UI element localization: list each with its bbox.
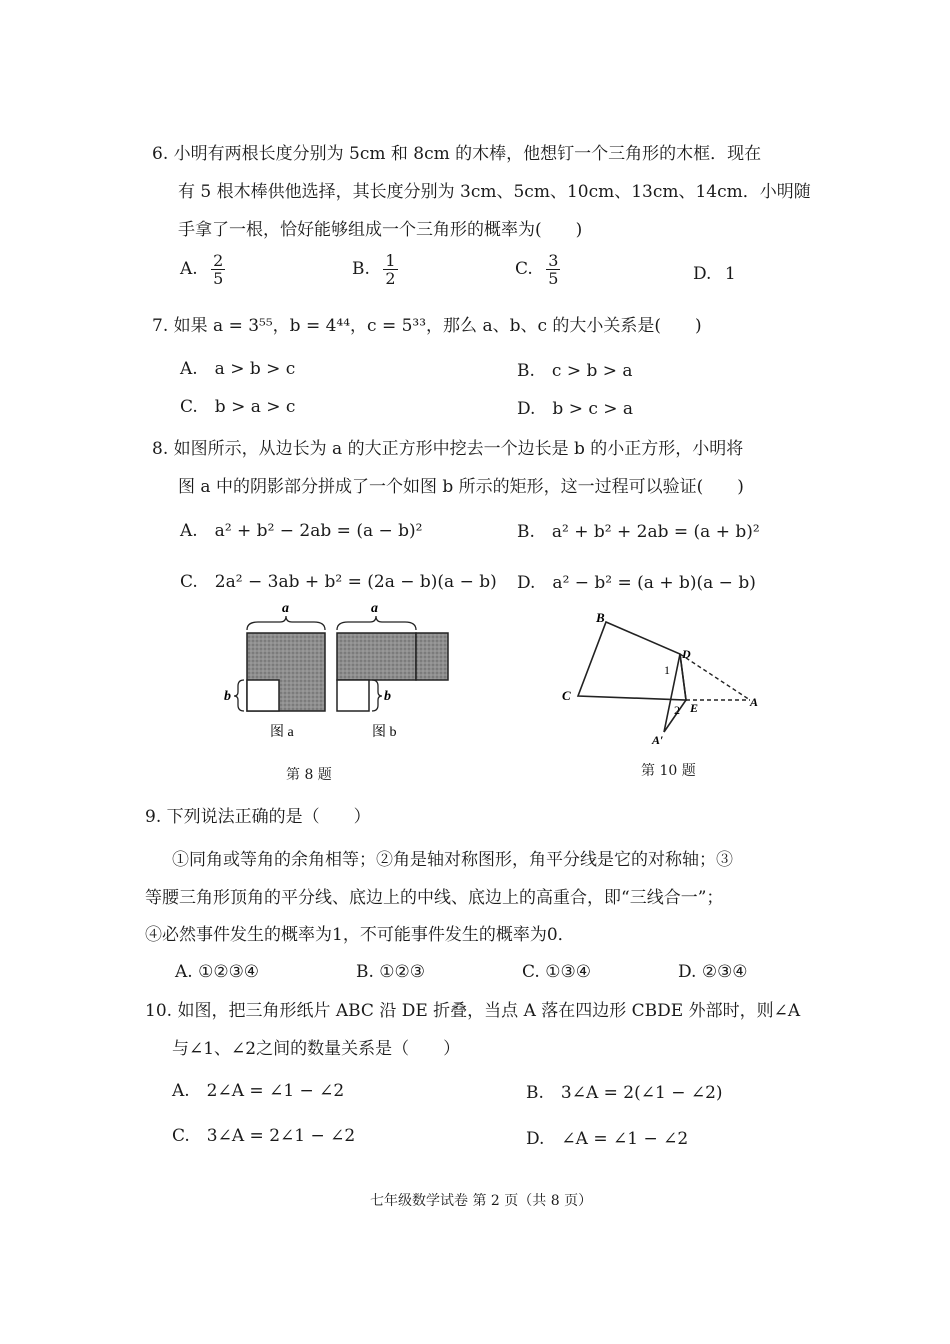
q8-line-2: 图 a 中的阴影部分拼成了一个如图 b 所示的矩形，这一过程可以验证( )	[178, 477, 744, 497]
numerator: 2	[213, 251, 224, 270]
q9-line-2: ①同角或等角的余角相等；②角是轴对称图形，角平分线是它的对称轴；③	[172, 850, 733, 870]
q10-option-b: B. 3∠A = 2(∠1 − ∠2)	[526, 1083, 723, 1103]
q7-line-1: 7. 如果 a = 3⁵⁵，b = 4⁴⁴，c = 5³³，那么 a、b、c 的大小关系是( )	[152, 316, 702, 336]
q6-option-b	[352, 252, 398, 287]
denominator: 5	[213, 269, 224, 288]
q9-option-b: B. ①②③	[356, 962, 426, 982]
q7-option-d: D. b > c > a	[517, 399, 634, 419]
option-label: D.	[693, 264, 712, 284]
q9-option-a: A. ①②③④	[175, 962, 260, 982]
q9-line-3: 等腰三角形顶角的平分线、底边上的中线、底边上的高重合，即“三线合一”；	[145, 888, 724, 908]
fraction	[546, 252, 560, 287]
figure-10	[556, 608, 766, 748]
q10-line-2: 与∠1、∠2之间的数量关系是（ ）	[172, 1039, 461, 1059]
fig10-label-b: B	[596, 610, 605, 625]
q8-option-c: C. 2a² − 3ab + b² = (2a − b)(a − b)	[180, 572, 497, 592]
fig8a-cut-square	[247, 680, 279, 711]
fig8b-subcaption: 图 b	[372, 725, 397, 740]
q7-option-b: B. c > b > a	[517, 361, 633, 381]
q6-line-3: 手拿了一根，恰好能够组成一个三角形的概率为( )	[178, 220, 583, 240]
q9-line-1: 9. 下列说法正确的是（ ）	[145, 807, 371, 827]
q10-line-1: 10. 如图，把三角形纸片 ABC 沿 DE 折叠，当点 A 落在四边形 CBDE 外部时，则∠A	[145, 1001, 801, 1021]
fig8b-label-b: b	[384, 689, 391, 704]
fig8b-brace-right	[372, 680, 382, 711]
fig10-label-a: A	[750, 695, 759, 709]
q6-option-d	[693, 263, 736, 285]
fig10-angle-2: 2	[674, 703, 680, 717]
q6-option-a	[180, 252, 225, 287]
q6-line-2: 有 5 根木棒供他选择，其长度分别为 3cm、5cm、10cm、13cm、14cm．小明随	[178, 182, 811, 202]
fig8b-white-square	[337, 680, 369, 711]
fig8-caption: 第 8 题	[286, 767, 332, 783]
fig8a-brace-left	[234, 680, 244, 711]
q8-option-a: A. a² + b² − 2ab = (a − b)²	[180, 521, 423, 541]
numerator: 3	[548, 251, 559, 270]
page-footer: 七年级数学试卷 第 2 页（共 8 页）	[370, 1193, 593, 1209]
fig8b-right-rect	[416, 633, 448, 680]
q10-option-d: D. ∠A = ∠1 − ∠2	[526, 1129, 689, 1149]
q6-line-1: 6. 小明有两根长度分别为 5cm 和 8cm 的木棒，他想钉一个三角形的木框．现在	[152, 144, 762, 164]
fig10-label-e: E	[690, 701, 699, 715]
fraction	[211, 252, 225, 287]
q10-option-c: C. 3∠A = 2∠1 − ∠2	[172, 1126, 356, 1146]
fig10-label-a-prime: A′	[652, 733, 664, 747]
fraction	[383, 252, 397, 287]
fig8a-brace-top	[247, 616, 325, 630]
option-label: C.	[515, 259, 533, 279]
q6-option-c	[515, 252, 560, 287]
q10-option-a: A. 2∠A = ∠1 − ∠2	[172, 1081, 345, 1101]
fig8a-label-a: a	[282, 601, 289, 616]
fig8b-brace-top	[337, 616, 416, 630]
fig10-label-c: C	[562, 688, 571, 703]
fig8b-left-rect	[337, 633, 416, 680]
q9-option-d: D. ②③④	[678, 962, 748, 982]
q8-option-b: B. a² + b² + 2ab = (a + b)²	[517, 522, 760, 542]
fig10-angle-1: 1	[664, 663, 670, 677]
fig10-label-d: D	[682, 647, 691, 661]
q8-line-1: 8. 如图所示，从边长为 a 的大正方形中挖去一个边长是 b 的小正方形，小明将	[152, 439, 744, 459]
q9-line-4: ④必然事件发生的概率为1，不可能事件发生的概率为0．	[145, 925, 575, 945]
fig8b-label-a: a	[371, 601, 378, 616]
numerator: 1	[385, 251, 396, 270]
option-label: B.	[352, 259, 370, 279]
fig10-quad-outline	[578, 622, 686, 700]
q7-option-a: A. a > b > c	[180, 359, 296, 379]
q7-option-c: C. b > a > c	[180, 397, 296, 417]
fig10-caption: 第 10 题	[641, 763, 696, 779]
option-label: A.	[180, 259, 198, 279]
figure-8	[220, 600, 460, 750]
denominator: 5	[548, 269, 559, 288]
fig8a-subcaption: 图 a	[270, 725, 294, 740]
option-value: 1	[724, 264, 736, 284]
q9-option-c: C. ①③④	[522, 962, 591, 982]
denominator: 2	[385, 269, 396, 288]
q8-option-d: D. a² − b² = (a + b)(a − b)	[517, 573, 756, 593]
fig8a-label-b: b	[224, 689, 231, 704]
